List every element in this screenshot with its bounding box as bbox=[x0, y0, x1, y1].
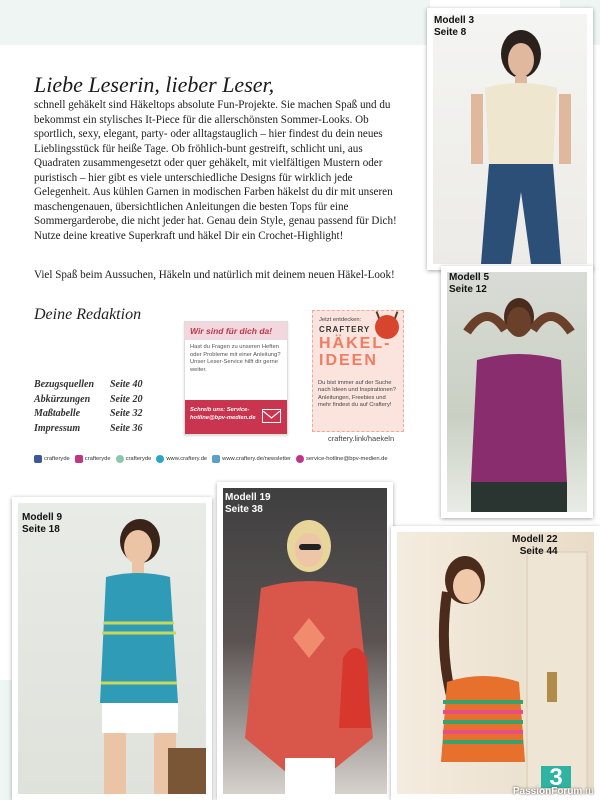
toc-page: Seite 36 bbox=[110, 422, 143, 434]
bg-tile-top bbox=[0, 0, 430, 45]
craftery-brand: CRAFTERY bbox=[319, 325, 371, 334]
envelope-icon bbox=[262, 409, 281, 423]
toc-name: Impressum bbox=[34, 422, 81, 434]
social-link-instagram[interactable]: crafteryde bbox=[75, 455, 111, 463]
model-5-figure bbox=[447, 272, 587, 512]
label-model-9: Modell 9 Seite 18 bbox=[22, 512, 63, 535]
photo-model-19-image bbox=[223, 488, 387, 794]
page-number: 3 bbox=[549, 764, 563, 791]
photo-model-9-image bbox=[18, 503, 206, 794]
service-contact-link[interactable]: Schreib uns: Service-hotline@bpv-medien.de bbox=[190, 407, 256, 421]
newsletter-icon bbox=[212, 455, 220, 463]
craftery-headline: HÄKEL- IDEEN bbox=[319, 335, 392, 369]
editorial-signature: Deine Redaktion bbox=[34, 306, 142, 323]
label-model-22: Modell 22 Seite 44 bbox=[512, 534, 558, 557]
toc-row[interactable] bbox=[34, 393, 170, 408]
social-link-newsletter[interactable]: www.craftery.de/newsletter bbox=[212, 455, 291, 463]
toc-list bbox=[34, 378, 170, 436]
model-3-figure bbox=[433, 14, 587, 264]
toc-name: Bezugsquellen bbox=[34, 379, 95, 390]
page-number-badge bbox=[541, 764, 571, 791]
craftery-promo-box bbox=[312, 310, 404, 432]
pinterest-icon bbox=[116, 455, 124, 463]
toc-row[interactable] bbox=[34, 378, 170, 393]
label-model-19: Modell 19 Seite 38 bbox=[225, 492, 271, 515]
service-footer bbox=[185, 400, 287, 434]
label-model-5: Modell 5 Seite 12 bbox=[449, 272, 490, 295]
editorial-intro: schnell gehäkelt sind Häkeltops absolute Fun-Projekte. Sie machen Spaß und du bekommst ein stylisches It-Piece für die allerschönsten Sommer-Looks. Ob sportlich, sexy, elegant, party- oder alltagstauglich – hier findest du dein neues Lieblingsstück für heiße Tage. Ob fröhlich-bunt gestreift, schlicht uni, aus Quadraten zusammengesetzt oder quer gehäkelt, mit vielfältigen Mustern oder puristisch – hier gibt es viele unterschiedliche Designs für wirklich jede Gelegenheit. Aus kühlen Garnen in modischen Farben häkelst du dir mit unseren maschengenauen, übersichtlichen Anleitungen die besten Tops für eine Sommergarderobe, die nicht jeder hat. Genau dein Style, genau passend für Dich! Nutze deine kreative Superkraft und häkel Dir ein Crochet-Highlight! bbox=[34, 99, 397, 242]
photo-model-3 bbox=[427, 8, 593, 270]
editorial-closing: Viel Spaß beim Aussuchen, Häkeln und natürlich mit deinem neuen Häkel-Look! bbox=[34, 269, 395, 281]
globe-icon bbox=[156, 455, 164, 463]
editorial-title: Liebe Leserin, lieber Leser, bbox=[34, 72, 275, 97]
photo-model-22 bbox=[391, 526, 600, 800]
label-model-3: Modell 3 Seite 8 bbox=[434, 15, 475, 38]
toc-page: Seite 40 bbox=[110, 379, 143, 390]
craftery-text: Du bist immer auf der Suche nach Ideen und Inspirationen? Anleitungen, Freebies und mehr findest du auf Craftery! bbox=[318, 380, 396, 408]
facebook-icon bbox=[34, 455, 42, 463]
model-9-figure bbox=[18, 503, 206, 794]
toc-row[interactable] bbox=[34, 407, 170, 422]
toc-name: Maßtabelle bbox=[34, 408, 81, 419]
photo-model-19 bbox=[217, 482, 393, 800]
photo-model-22-image bbox=[397, 532, 594, 794]
model-22-figure bbox=[397, 532, 594, 794]
reader-service-box bbox=[184, 321, 288, 435]
toc-page: Seite 20 bbox=[110, 393, 143, 405]
toc-name: Abkürzungen bbox=[34, 393, 91, 405]
model-19-figure bbox=[223, 488, 387, 794]
mail-icon bbox=[296, 455, 304, 463]
craftery-kicker: Jetzt entdecken: bbox=[319, 317, 362, 323]
service-heading: Wir sind für dich da! bbox=[185, 322, 287, 340]
photo-model-9 bbox=[12, 497, 212, 800]
social-link-facebook[interactable]: crafteryde bbox=[34, 455, 70, 463]
photo-model-5 bbox=[441, 266, 593, 518]
photo-model-5-image bbox=[447, 272, 587, 512]
watermark: PassionForum.ru bbox=[512, 786, 594, 797]
social-links bbox=[34, 455, 388, 463]
social-link-website[interactable]: www.craftery.de bbox=[156, 455, 207, 463]
service-body: Hast du Fragen zu unseren Heften oder Probleme mit einer Anleitung? Unser Leser-Service hilft dir gerne weiter. bbox=[190, 344, 281, 373]
social-link-email[interactable]: service-hotline@bpv-medien.de bbox=[296, 455, 388, 463]
instagram-icon bbox=[75, 455, 83, 463]
craftery-link[interactable]: craftery.link/haekeln bbox=[328, 434, 395, 443]
toc-row[interactable] bbox=[34, 422, 170, 437]
toc-page: Seite 32 bbox=[110, 408, 143, 419]
photo-model-3-image bbox=[433, 14, 587, 264]
social-link-pinterest[interactable]: crafteryde bbox=[116, 455, 152, 463]
